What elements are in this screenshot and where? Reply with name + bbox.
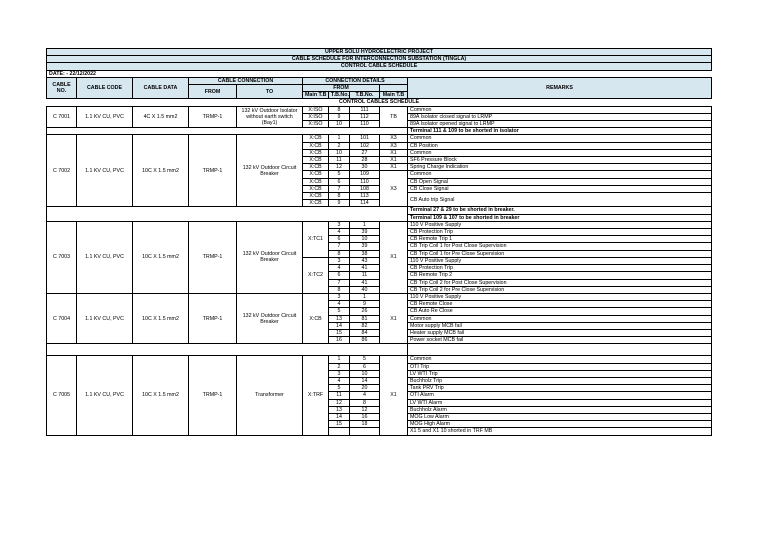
remark: CB Auto Re Close [408, 308, 712, 315]
remark: LV WTI Trip [408, 370, 712, 377]
cable-code: 1.1 KV CU, PVC [77, 293, 133, 343]
tb-to-cell: 112 [350, 113, 380, 120]
main-tb-group: X:TC1 [303, 221, 329, 257]
remark: 110 V Positive Supply [408, 257, 712, 264]
tb-from-cell: 15 [329, 421, 350, 428]
cable-code: 1.1 KV CU, PVC [77, 356, 133, 435]
tb-to-cell: 38 [350, 250, 380, 257]
remark: Power socket MCB fail [408, 337, 712, 344]
tb-to-cell: 14 [350, 377, 380, 384]
tb-from-cell: 3 [329, 293, 350, 300]
tb-from-cell: 5 [329, 385, 350, 392]
main-tb-to: X1 [380, 293, 408, 343]
remark: CB Trip Coil 2 for Post Close Supervision [408, 279, 712, 286]
tb-from-cell: 4 [329, 301, 350, 308]
title-line-1: UPPER SOLU HYDROELECTRIC PROJECT [47, 49, 712, 56]
tb-from-cell: 8 [329, 250, 350, 257]
header-connection-details: CONNECTION DETAILS [303, 77, 408, 84]
remark: CB Protection Trip [408, 229, 712, 236]
tb-to-cell: 86 [350, 337, 380, 344]
main-tb-cell: X:CB [303, 178, 329, 185]
main-tb-cell: X:CB [303, 185, 329, 192]
tb-to-cell: 10 [350, 236, 380, 243]
cable-from: TRMP-1 [189, 135, 237, 207]
cable-data: 10C X 1.5 mm2 [133, 135, 189, 207]
note: Terminal 109 & 107 to be shorted in breaker [408, 214, 712, 221]
tb-to-cell: 41 [350, 265, 380, 272]
main-tb-cell: X:CB [303, 157, 329, 164]
main-tb-group: X:CB [303, 293, 329, 343]
remark: Heater supply MCB fail [408, 329, 712, 336]
main-tb-to: TB [380, 106, 408, 128]
header-tb-no-2: T.B.No. [350, 92, 380, 99]
tb-from-cell: 10 [329, 149, 350, 156]
sheet-body [47, 49, 712, 436]
tb-to-cell: 12 [350, 406, 380, 413]
remark: Buchholz Trip [408, 377, 712, 384]
cable-data: 10C X 1.5 mm2 [133, 221, 189, 293]
tb-to-cell: 40 [350, 286, 380, 293]
note: Terminal 111 & 109 to be shorted in isolator [408, 128, 712, 135]
header-cable-data: CABLE DATA [133, 77, 189, 99]
header-cable-connection: CABLE CONNECTION [189, 77, 303, 84]
tb-to-cell: 113 [350, 193, 380, 200]
cable-to: 132 kV Outdoor Isolator without earth switch (Bay1) [237, 106, 303, 128]
tb-from-cell: 6 [329, 236, 350, 243]
tb-to-cell: 28 [350, 157, 380, 164]
tb-from-cell: 13 [329, 315, 350, 322]
tb-to-cell: 1 [350, 221, 380, 228]
cable-schedule-sheet [46, 48, 712, 436]
remark: 110 V Positive Supply [408, 221, 712, 228]
main-tb-to: X1 [380, 157, 408, 164]
remark: Common [408, 149, 712, 156]
tb-to-cell: 18 [350, 421, 380, 428]
tb-from-cell: 4 [329, 229, 350, 236]
header-main-tb: Main T.B [303, 92, 329, 99]
remark: Buchholz Alarm [408, 406, 712, 413]
cable-no: C 7001 [47, 106, 77, 128]
main-tb-cell: X:CB [303, 200, 329, 207]
header-remarks: REMARKS [408, 77, 712, 99]
remark: LV WTI Alarm [408, 399, 712, 406]
remark: CB Auto trip Signal [408, 193, 712, 207]
cable-no: C 7002 [47, 135, 77, 207]
tb-from-cell: 4 [329, 377, 350, 384]
tb-from-cell: 7 [329, 279, 350, 286]
remark: Common [408, 171, 712, 178]
cable-from: TRMP-1 [189, 106, 237, 128]
tb-from-cell: 1 [329, 356, 350, 363]
tb-from-cell: 6 [329, 272, 350, 279]
tb-to-cell: 39 [350, 243, 380, 250]
tb-from-cell: 11 [329, 157, 350, 164]
tb-from-cell: 3 [329, 370, 350, 377]
main-tb-cell: X:CB [303, 149, 329, 156]
tb-from-cell: 12 [329, 164, 350, 171]
tb-to-cell: 10 [350, 370, 380, 377]
tb-from-cell: 8 [329, 106, 350, 113]
remark: X1 5 and X1 10 shorted in TRF MB [408, 428, 712, 435]
title-line-3: CONTROL CABLE SCHEDULE [47, 63, 712, 70]
spacer [47, 207, 408, 221]
main-tb-to: X3 [380, 142, 408, 149]
tb-to-cell: 39 [350, 229, 380, 236]
remark: Common [408, 106, 712, 113]
remark: CB Trip Coil 1 for Post Close Supervision [408, 243, 712, 250]
main-tb-cell: X:CB [303, 171, 329, 178]
tb-from-cell: 2 [329, 363, 350, 370]
header-conn-from: FROM [303, 85, 380, 92]
tb-from-cell: 2 [329, 142, 350, 149]
remark: CB Remote Trip 2 [408, 272, 712, 279]
tb-to-cell: 20 [350, 385, 380, 392]
tb-from-cell: 7 [329, 185, 350, 192]
header-to: TO [237, 85, 303, 99]
tb-to-cell: 16 [350, 413, 380, 420]
tb-from-cell: 7 [329, 243, 350, 250]
date-label: DATE: - 22/12/2022 [47, 70, 712, 77]
main-tb-cell: X:ISO [303, 106, 329, 113]
main-tb-group: X:TC2 [303, 257, 329, 293]
tb-from-cell: 3 [329, 221, 350, 228]
tb-to-cell: 110 [350, 178, 380, 185]
note: Terminal 27 & 29 to be shorted in breaker. [408, 207, 712, 214]
remark: Common [408, 356, 712, 363]
tb-to-cell: 5 [350, 356, 380, 363]
spacer-remark [408, 344, 712, 356]
tb-to-cell: 111 [350, 106, 380, 113]
main-tb-cell: X:ISO [303, 113, 329, 120]
tb-to-cell: 11 [350, 272, 380, 279]
cable-from: TRMP-1 [189, 356, 237, 435]
header-from: FROM [189, 85, 237, 99]
tb-to-cell: 102 [350, 142, 380, 149]
tb-to-cell: 1 [350, 293, 380, 300]
tb-from-cell: 14 [329, 322, 350, 329]
cable-from: TRMP-1 [189, 221, 237, 293]
main-tb-to: X1 [380, 221, 408, 293]
tb-to-cell [350, 428, 380, 435]
remark: CB Position [408, 142, 712, 149]
tb-to-cell: 101 [350, 135, 380, 142]
remark: 89A Isolator opened signal to LRMP [408, 121, 712, 128]
remark: 110 V Positive Supply [408, 293, 712, 300]
tb-from-cell: 8 [329, 193, 350, 200]
header-tb-no: T.B.No. [329, 92, 350, 99]
remark: CB Trip Coil 1 for Pre Close Supervision [408, 250, 712, 257]
main-tb-cell: X:ISO [303, 121, 329, 128]
tb-from-cell: 8 [329, 286, 350, 293]
tb-to-cell: 81 [350, 315, 380, 322]
tb-from-cell: 1 [329, 135, 350, 142]
main-tb-cell: X:CB [303, 193, 329, 200]
cable-code: 1.1 KV CU, PVC [77, 221, 133, 293]
remark: MOG Low Alarm [408, 413, 712, 420]
tb-to-cell: 114 [350, 200, 380, 207]
remark: CB Remote Trip 1 [408, 236, 712, 243]
tb-from-cell: 15 [329, 329, 350, 336]
tb-to-cell: 109 [350, 171, 380, 178]
section-title: CONTROL CABLES SCHEDULE [47, 99, 712, 106]
tb-to-cell: 108 [350, 185, 380, 192]
cable-to: Transformer [237, 356, 303, 435]
tb-to-cell: 110 [350, 121, 380, 128]
cable-code: 1.1 KV CU, PVC [77, 135, 133, 207]
tb-to-cell: 43 [350, 257, 380, 264]
cable-no: C 7004 [47, 293, 77, 343]
tb-from-cell [329, 428, 350, 435]
tb-from-cell: 3 [329, 257, 350, 264]
tb-from-cell: 13 [329, 406, 350, 413]
tb-from-cell: 5 [329, 171, 350, 178]
cable-data: 4C X 1.5 mm2 [133, 106, 189, 128]
remark: Tank PRV Trip [408, 385, 712, 392]
cable-to: 132 kV Outdoor Circuit Breaker [237, 135, 303, 207]
cable-to: 132 kV Outdoor Circuit Breaker [237, 221, 303, 293]
main-tb-cell: X:CB [303, 164, 329, 171]
header-main-tb-2: Main T.B [380, 92, 408, 99]
remark: CB Protection Trip [408, 265, 712, 272]
remark: Spring Charge Indication [408, 164, 712, 171]
tb-from-cell: 4 [329, 265, 350, 272]
cable-data: 10C X 1.5 mm2 [133, 356, 189, 435]
spacer [47, 344, 408, 356]
cable-no: C 7005 [47, 356, 77, 435]
tb-from-cell: 5 [329, 308, 350, 315]
remark: 89A Isolator closed signal to LRMP [408, 113, 712, 120]
main-tb-to: X3 [380, 135, 408, 142]
tb-to-cell: 6 [350, 363, 380, 370]
main-tb-cell: X:CB [303, 142, 329, 149]
main-tb-to: X3 [380, 171, 408, 207]
tb-to-cell: 8 [350, 399, 380, 406]
cable-code: 1.1 KV CU, PVC [77, 106, 133, 128]
remark: CB Close Signal [408, 185, 712, 192]
main-tb-group: X:TRF [303, 356, 329, 435]
remark: CB Remote Close [408, 301, 712, 308]
tb-to-cell: 84 [350, 329, 380, 336]
cable-no: C 7003 [47, 221, 77, 293]
remark: Common [408, 135, 712, 142]
remark: OTI Alarm [408, 392, 712, 399]
tb-to-cell: 82 [350, 322, 380, 329]
spacer [47, 128, 408, 135]
remark: Motor supply MCB fail [408, 322, 712, 329]
tb-to-cell: 26 [350, 308, 380, 315]
main-tb-to: X1 [380, 164, 408, 171]
remark: Common [408, 315, 712, 322]
tb-from-cell: 12 [329, 399, 350, 406]
main-tb-cell: X:CB [303, 135, 329, 142]
main-tb-to: X1 [380, 149, 408, 156]
tb-from-cell: 14 [329, 413, 350, 420]
tb-from-cell: 16 [329, 337, 350, 344]
tb-to-cell: 27 [350, 149, 380, 156]
header-cable-code: CABLE CODE [77, 77, 133, 99]
remark: OTI Trip [408, 363, 712, 370]
title-line-2: CABLE SCHEDULE FOR INTERCONNECTION SUBSTATION (TINGLA) [47, 56, 712, 63]
tb-to-cell: 4 [350, 392, 380, 399]
remark: SF6 Pressure Block [408, 157, 712, 164]
tb-from-cell: 9 [329, 113, 350, 120]
remark: CB Trip Coil 2 for Pre Close Supervision [408, 286, 712, 293]
tb-from-cell: 9 [329, 200, 350, 207]
tb-from-cell: 6 [329, 178, 350, 185]
tb-to-cell: 9 [350, 301, 380, 308]
tb-to-cell: 30 [350, 164, 380, 171]
main-tb-to: X1 [380, 356, 408, 435]
header-cable-no: CABLE NO. [47, 77, 77, 99]
cable-to: 132 kV Outdoor Circuit Breaker [237, 293, 303, 343]
tb-from-cell: 11 [329, 392, 350, 399]
tb-from-cell: 10 [329, 121, 350, 128]
cable-from: TRMP-1 [189, 293, 237, 343]
tb-to-cell: 41 [350, 279, 380, 286]
cable-data: 10C X 1.5 mm2 [133, 293, 189, 343]
remark: CB Open Signal [408, 178, 712, 185]
remark: MOG High Alarm [408, 421, 712, 428]
header-blank [380, 85, 408, 92]
